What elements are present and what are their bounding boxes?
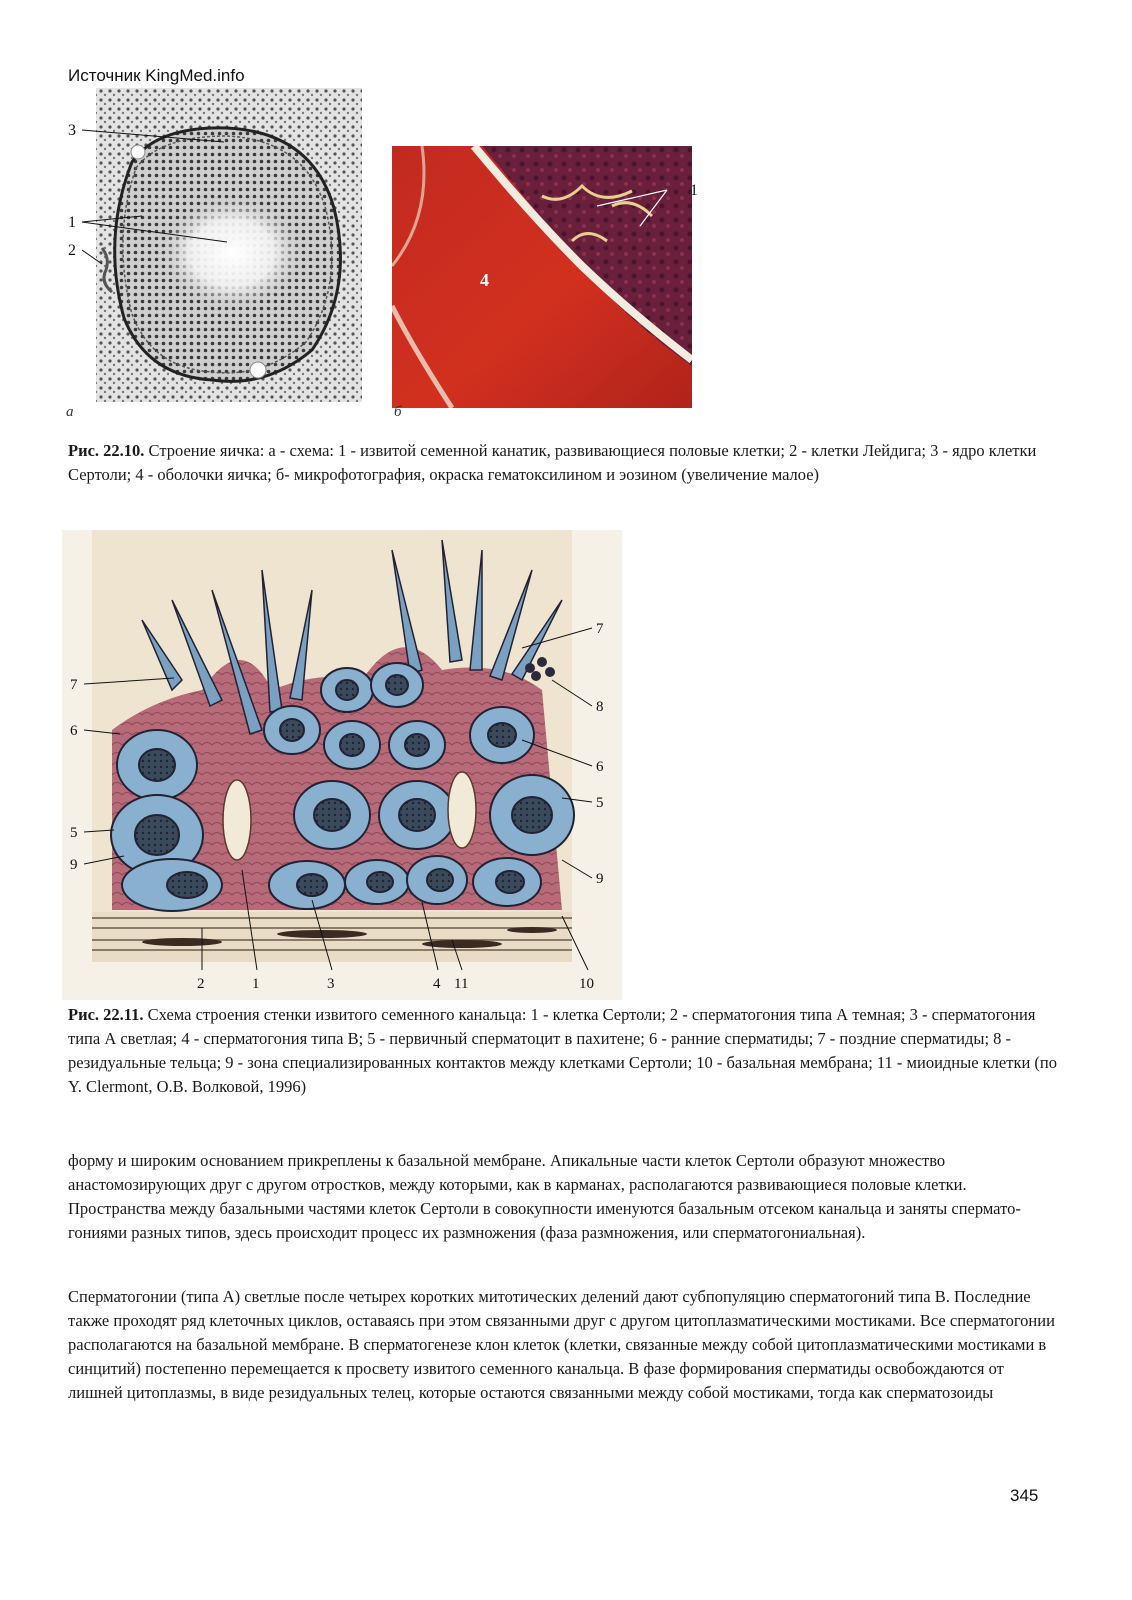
body-paragraph-1: форму и широким основанием прикреплены к базальной мембране. Апикальные части клеток Сертоли образуют множество анастомозирующих друг с другом отростков, между которыми, как в карманах, располагаются развивающиеся половые клетки. Пространства между базальными частями клеток Сертоли в совокупности именуются базальным отсеком канальца и заняты спермато-гониями разных типов, здесь происходит процесс их размножения (фаза размножения, или сперматогониальная). <box>68 1151 1021 1242</box>
figure-22-11 <box>62 530 622 1000</box>
tubule-scheme-image <box>62 88 362 408</box>
label-left-7: 7 <box>70 677 78 693</box>
caption-number: Рис. 22.11. <box>68 1005 144 1024</box>
label-bottom-3: 3 <box>327 976 335 992</box>
panel-letter-a: а <box>66 404 74 420</box>
label-1: 1 <box>68 214 76 231</box>
label-left-9: 9 <box>70 857 78 873</box>
caption-text: Строение яичка: а - схема: 1 - извитой семенной канатик, развивающиеся половые клетки; 2 - клетки Лейдига; 3 - ядро клетки Сертоли; 4 - оболочки яичка; б- микрофотография, окраска гематоксилином и эозином (увеличение малое) <box>68 441 1037 484</box>
label-right-5: 5 <box>596 795 604 811</box>
page-number: 345 <box>1010 1486 1039 1505</box>
label-4: 4 <box>480 270 489 290</box>
tubule-wall-scheme-image <box>62 530 622 1000</box>
figure-22-10-caption <box>68 439 1058 487</box>
figure-22-10-panel-a <box>62 88 362 408</box>
label-left-6: 6 <box>70 723 78 739</box>
label-bottom-2: 2 <box>197 976 205 992</box>
label-2: 2 <box>68 242 76 259</box>
panel-b-label-1: 1 <box>690 182 698 199</box>
figure-22-11-caption <box>68 1003 1058 1099</box>
label-right-9: 9 <box>596 871 604 887</box>
caption-text: Схема строения стенки извитого семенного канальца: 1 - клетка Сертоли; 2 - сперматогония типа А темная; 3 - сперматогония типа А светлая; 4 - сперматогония типа В; 5 - первичный сперматоцит в пахитене; 6 - ранние сперматиды; 7 - поздние сперматиды; 8 - резидуальные тельца; 9 - зона специализированных контактов между клетками Сертоли; 10 - базальная мембрана; 11 - миоидные клетки (по Y. Clermont, О.В. Волковой, 1996) <box>68 1005 1057 1096</box>
label-right-6: 6 <box>596 759 604 775</box>
label-left-5: 5 <box>70 825 78 841</box>
micrograph-image <box>392 146 692 408</box>
label-right-8: 8 <box>596 699 604 715</box>
label-right-7: 7 <box>596 621 604 637</box>
figure-22-10-panel-b <box>392 146 692 408</box>
panel-letter-b: б <box>394 404 402 420</box>
source-header: Источник KingMed.info <box>68 66 245 85</box>
label-bottom-4: 4 <box>433 976 441 992</box>
label-bottom-11: 11 <box>454 976 469 992</box>
label-bottom-1: 1 <box>252 976 260 992</box>
caption-number: Рис. 22.10. <box>68 441 145 460</box>
label-bottom-10: 10 <box>579 976 594 992</box>
label-3: 3 <box>68 122 76 139</box>
body-paragraph-2: Сперматогонии (типа А) светлые после четырех коротких митотических делений дают субпопуляцию сперматогоний типа В. Последние также проходят ряд клеточных циклов, оставаясь при этом связанными друг с другом цитоплазматическими мостиками. Все сперматогонии располагаются на базальной мембране. В сперматогенезе клон клеток (клетки, связанные между собой цитоплазматическими мостиками в синцитий) постепенно перемещается к просвету извитого семенного канальца. В фазе формирования сперматиды освобождаются от лишней цитоплазмы, в виде резидуальных телец, которые остаются связанными между собой мостиками, тогда как сперматозоиды <box>68 1287 1055 1402</box>
